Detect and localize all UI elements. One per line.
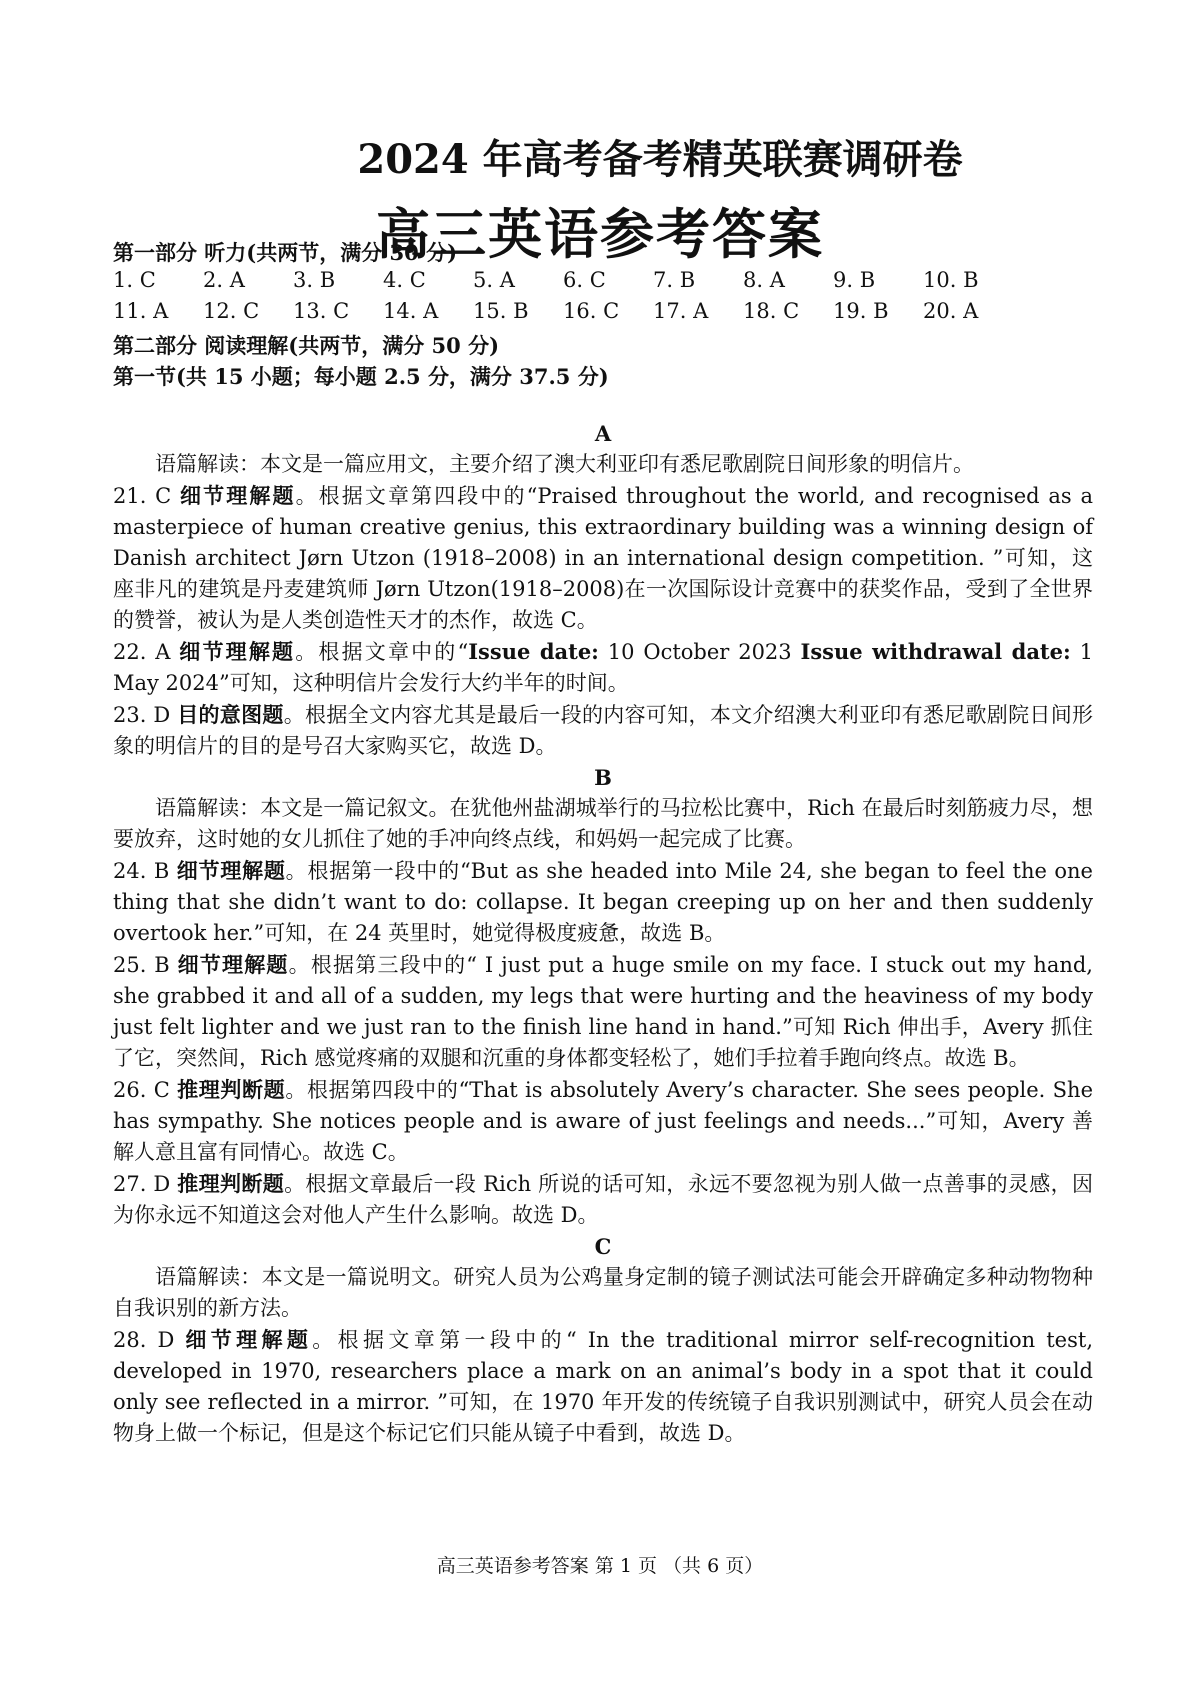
part2-section1-heading: 第一节(共 15 小题；每小题 2.5 分，满分 37.5 分)	[113, 364, 609, 389]
explanation-text: 。根据文章第一段中的“ In the traditional mirror self-recognition test, developed in 1970, researchers place a mark on an animal’s body in a spot that it could only see reflected in a mirror. ”可知，在 1970 年开发的传统镜子自我识别测试中，研究人员会在动物身上做一个标记，但是这个标记它们只能从镜子中看到，故选 D。	[113, 1328, 1093, 1445]
question-type: 推理判断题	[177, 1077, 286, 1102]
question-type: 细节理解题	[185, 1327, 313, 1352]
withdrawal-date-label: Issue withdrawal date:	[800, 639, 1071, 664]
question-27-explanation	[113, 1168, 1093, 1231]
answer-3: 3. B	[293, 268, 336, 292]
question-24-explanation	[113, 855, 1093, 949]
answer-15: 15. B	[473, 299, 529, 323]
question-number: 27. D	[113, 1172, 178, 1196]
answer-5: 5. A	[473, 268, 515, 292]
answer-7: 7. B	[653, 268, 696, 292]
answer-row-1	[113, 268, 1093, 299]
part1-heading: 第一部分 听力(共两节，满分 30 分)	[113, 240, 458, 265]
question-23-explanation	[113, 699, 1093, 762]
explanation-text: 。根据第一段中的“But as she headed into Mile 24, she began to feel the one thing that she didn’t want to do: collapse. It began creeping up on her and then suddenly overtook her.”可知，在 24 英里时，她觉得极度疲惫，故选 B。	[113, 859, 1093, 945]
passage-a-heading: A	[594, 421, 612, 446]
answer-row-2	[113, 299, 1093, 330]
explanation-text: 。根据文章中的“	[295, 640, 469, 664]
question-type: 细节理解题	[177, 952, 289, 977]
answer-12: 12. C	[203, 299, 260, 323]
question-type: 推理判断题	[177, 1171, 285, 1196]
answer-4: 4. C	[383, 268, 426, 292]
question-number: 25. B	[113, 953, 178, 977]
answer-8: 8. A	[743, 268, 785, 292]
question-22-explanation	[113, 636, 1093, 699]
answer-9: 9. B	[833, 268, 876, 292]
explanation-text: 。根据第三段中的“ I just put a huge smile on my face. I stuck out my hand, she grabbed it and all of a sudden, my legs that were hurting and the heaviness of my body just felt lighter and we just ran to the finish line hand in hand.”可知 Rich 伸出手，Avery 抓住了它，突然间，Rich 感觉疼痛的双腿和沉重的身体都变轻松了，她们手拉着手跑向终点。故选 B。	[113, 953, 1093, 1070]
answer-18: 18. C	[743, 299, 800, 323]
question-number: 28. D	[113, 1328, 186, 1352]
explanation-text: 1 May 2024”可知，这种明信片会发行大约半年的时间。	[113, 640, 1093, 695]
answer-10: 10. B	[923, 268, 979, 292]
question-type: 细节理解题	[176, 858, 286, 883]
answer-explanations	[113, 418, 1093, 1449]
explanation-text: 。根据文章最后一段 Rich 所说的话可知，永远不要忽视为别人做一点善事的灵感，因为你永远不知道这会对他人产生什么影响。故选 D。	[113, 1172, 1093, 1227]
answer-19: 19. B	[833, 299, 889, 323]
question-type: 细节理解题	[179, 639, 296, 664]
page-footer: 高三英语参考答案 第 1 页 （共 6 页）	[436, 1555, 764, 1577]
passage-b-intro: 语篇解读：本文是一篇记叙文。在犹他州盐湖城举行的马拉松比赛中，Rich 在最后时刻筋疲力尽，想要放弃，这时她的女儿抓住了她的手冲向终点线，和妈妈一起完成了比赛。	[113, 796, 1093, 851]
explanation-text: 。根据全文内容尤其是最后一段的内容可知，本文介绍澳大利亚印有悉尼歌剧院日间形象的明信片的目的是号召大家购买它，故选 D。	[113, 703, 1094, 758]
question-number: 23. D	[113, 703, 178, 727]
question-number: 22. A	[113, 640, 180, 664]
answer-1: 1. C	[113, 268, 156, 292]
answer-6: 6. C	[563, 268, 606, 292]
answer-20: 20. A	[923, 299, 979, 323]
question-type: 目的意图题	[177, 702, 284, 727]
page-title: 高三英语参考答案	[376, 202, 824, 266]
passage-c-intro: 语篇解读：本文是一篇说明文。研究人员为公鸡量身定制的镜子测试法可能会开辟确定多种动物物种自我识别的新方法。	[113, 1265, 1093, 1320]
passage-c-heading: C	[594, 1234, 612, 1259]
question-26-explanation	[113, 1074, 1093, 1168]
question-number: 21. C	[113, 484, 181, 508]
explanation-text: 。根据文章第四段中的“Praised throughout the world, and recognised as a masterpiece of human creative genius, this extraordinary building was a winning design of Danish architect Jørn Utzon (1918–2008) in an international design competition. ”可知，这座非凡的建筑是丹麦建筑师 Jørn Utzon(1918–2008)在一次国际设计竞赛中的获奖作品，受到了全世界的赞誉，被认为是人类创造性天才的杰作，故选 C。	[113, 484, 1093, 632]
question-28-explanation	[113, 1324, 1093, 1449]
issue-date-value: 10 October 2023	[598, 640, 801, 664]
question-type: 细节理解题	[180, 483, 296, 508]
explanation-text: 。根据第四段中的“That is absolutely Avery’s character. She sees people. She has sympathy. She notices people and is aware of just feelings and needs...”可知，Avery 善解人意且富有同情心。故选 C。	[113, 1078, 1094, 1164]
answer-2: 2. A	[203, 268, 245, 292]
answer-16: 16. C	[563, 299, 620, 323]
issue-date-label: Issue date:	[468, 639, 599, 664]
answer-17: 17. A	[653, 299, 709, 323]
question-21-explanation	[113, 480, 1093, 636]
answer-11: 11. A	[113, 299, 169, 323]
question-number: 24. B	[113, 859, 177, 883]
exam-title: 2024 年高考备考精英联赛调研卷	[357, 136, 963, 183]
question-25-explanation	[113, 949, 1093, 1074]
passage-b-heading: B	[594, 765, 612, 790]
part2-heading: 第二部分 阅读理解(共两节，满分 50 分)	[113, 333, 500, 358]
passage-a-intro: 语篇解读：本文是一篇应用文，主要介绍了澳大利亚印有悉尼歌剧院日间形象的明信片。	[155, 452, 974, 476]
question-number: 26. C	[113, 1078, 178, 1102]
answer-13: 13. C	[293, 299, 350, 323]
answer-14: 14. A	[383, 299, 439, 323]
